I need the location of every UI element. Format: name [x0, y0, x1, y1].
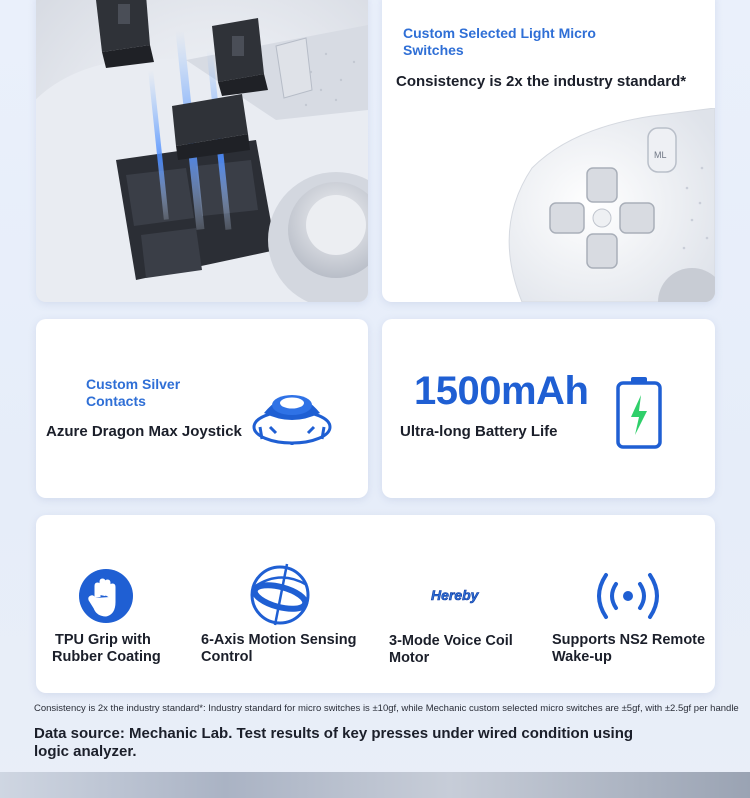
- battery-capacity: 1500mAh: [414, 369, 589, 413]
- battery-subtitle: Ultra-long Battery Life: [400, 423, 558, 440]
- micro-switch-image: [36, 0, 368, 302]
- feature-motion-sensing-label: [201, 632, 357, 666]
- bottom-image-strip: [0, 772, 750, 798]
- micro-switch-subtitle: Consistency is 2x the industry standard*: [396, 73, 687, 90]
- feature-tpu-grip-label: [52, 632, 161, 666]
- battery-card: [382, 319, 715, 498]
- feature-line: Rubber Coating: [52, 649, 161, 665]
- micro-switch-card: [382, 0, 715, 302]
- feature-voice-coil-label: [389, 633, 513, 667]
- motion-axis-icon: [249, 563, 311, 627]
- joystick-icon: [250, 383, 334, 447]
- wireless-signal-icon: [592, 571, 664, 621]
- silver-contacts-card: [36, 319, 368, 498]
- joystick-subtitle: Azure Dragon Max Joystick: [46, 423, 242, 440]
- feature-line: Motor: [389, 650, 430, 666]
- battery-charging-icon: [614, 375, 664, 451]
- feature-line: Supports NS2 Remote: [552, 632, 706, 648]
- feature-ns2-wakeup-label: [552, 632, 705, 666]
- features-card: [36, 515, 715, 693]
- controller-dpad-image: [502, 108, 715, 302]
- feature-line: 6-Axis Motion Sensing: [201, 632, 357, 648]
- feature-line: Wake-up: [552, 649, 612, 665]
- data-source-text: Data source: Mechanic Lab. Test results of key presses under wired condition using logic analyzer.: [34, 725, 634, 760]
- micro-switch-title: Custom Selected Light Micro Switches: [403, 25, 596, 58]
- silver-contacts-title: Custom Silver Contacts: [86, 376, 181, 409]
- footnote-text: Consistency is 2x the industry standard*: Industry standard for micro switches is ±10gf, while Mechanic custom selected micro switches are ±5gf, with ±2.5gf per handle: [34, 703, 739, 714]
- hand-grip-icon: [78, 568, 134, 624]
- feature-line: 3-Mode Voice Coil: [389, 633, 513, 649]
- feature-line: Control: [201, 649, 253, 665]
- micro-switch-illustration: [36, 0, 368, 302]
- ml-button-label: ML: [654, 150, 667, 160]
- hereby-logo: Hereby: [431, 587, 479, 603]
- feature-line: TPU Grip with: [55, 632, 151, 648]
